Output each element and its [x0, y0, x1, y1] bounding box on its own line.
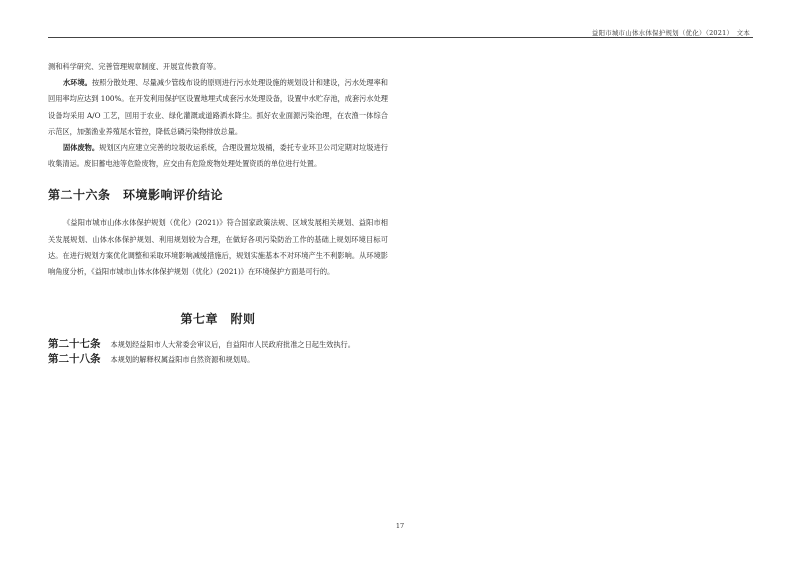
- paragraph-text-solid-waste: 规划区内应建立完善的垃圾收运系统，合理设置垃圾桶，委托专业环卫公司定期对垃圾进行收集清运。废旧蓄电池等危险废物，应交由有危险废物处理处置资质的单位进行处置。: [48, 143, 388, 169]
- paragraph-label-water: 水环境。: [63, 78, 92, 88]
- paragraph-eia-conclusion: 《益阳市城市山体水体保护规划（优化）(2021)》符合国家政策法规、区域发展相关规划、益阳市相关发展规划、山体水体保护规划、利用规划较为合理，在做好各项污染防治工作的基础上规划环境目标可达。在进行规划方案优化调整和采取环境影响减缓措施后，规划实施基本不对环境产生不利影响。从环境影响角度分析，《益阳市城市山体水体保护规划（优化）(2021)》在环境保护方面是可行的。: [48, 218, 388, 277]
- chapter-heading: 第七章 附则: [180, 312, 256, 327]
- article-27-text: 本规划经益阳市人大常委会审议后，自益阳市人民政府批准之日起生效执行。: [110, 340, 355, 350]
- document-body: [48, 59, 388, 367]
- section-heading-article-26: 第二十六条 环境影响评价结论: [48, 188, 224, 203]
- paragraph-solid-waste: [48, 140, 388, 172]
- article-28: [48, 352, 388, 367]
- paragraph-label-solid-waste: 固体废物。: [63, 143, 100, 153]
- page-number: 17: [395, 522, 405, 530]
- paragraph-continuation: 测和科学研究、完善管理规章制度、开展宣传教育等。: [48, 62, 221, 71]
- paragraph-water-environment: [48, 75, 388, 140]
- article-27-number: 第二十七条: [48, 338, 101, 351]
- article-27: [48, 337, 388, 352]
- paragraph-text-water: 按照分散处理、尽量减少管线布设的原则进行污水处理设施的规划设计和建设，污水处理率和回用率均应达到 100%。在开发利用保护区设置地埋式成套污水处理设备，设置中水贮存池，成套污水处理设备均采用 A/O 工艺，回用于农业、绿化灌溉或道路洒水降尘。抓好农业面源污染治理，在农渔一体综合示范区，加强渔业养殖尾水管控，降低总磷污染物排放总量。: [48, 78, 388, 136]
- article-28-text: 本规划的解释权属益阳市自然资源和规划局。: [110, 355, 255, 365]
- page-header-title: 益阳市城市山体水体保护规划（优化）（2021） 文本: [591, 29, 750, 37]
- header-divider: [48, 37, 753, 38]
- article-28-number: 第二十八条: [48, 353, 101, 366]
